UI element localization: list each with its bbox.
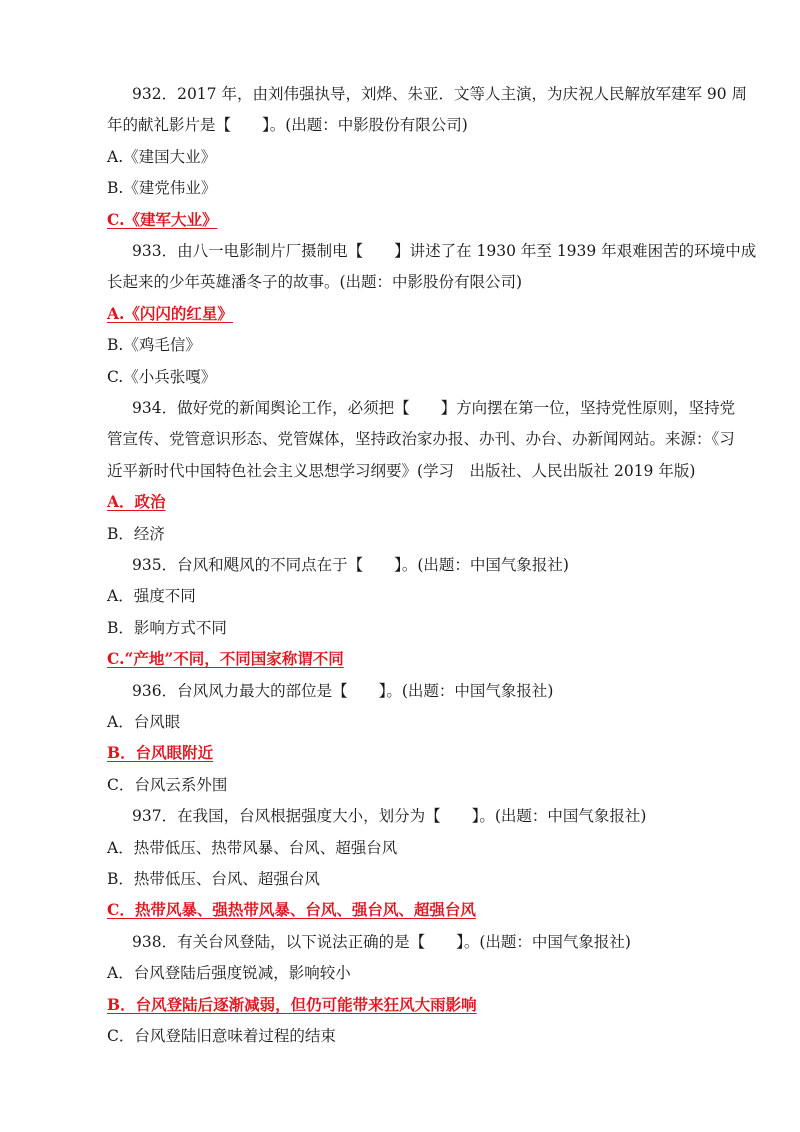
answer-option: B．热带低压、台风、超强台风: [107, 870, 320, 888]
question-stem-continued: 长起来的少年英雄潘冬子的故事。(出题：中影股份有限公司): [107, 273, 523, 292]
question-stem: 932．2017 年，由刘伟强执导，刘烨、朱亚．文等人主演，为庆祝人民解放军建军 90 周: [132, 85, 748, 103]
correct-answer-option: B．台风登陆后逐渐减弱，但仍可能带来狂风大雨影响: [107, 994, 477, 1014]
answer-option: C.《小兵张嘎》: [107, 367, 217, 386]
question-stem: 935．台风和飓风的不同点在于【 】。(出题：中国气象报社): [132, 556, 569, 574]
answer-option: B．经济: [107, 524, 165, 543]
question-stem: 933．由八一电影制片厂摄制电【 】讲述了在 1930 年至 1939 年艰难困苦的环境中成: [132, 242, 757, 260]
question-stem: 937．在我国，台风根据强度大小，划分为【 】。(出题：中国气象报社): [132, 807, 647, 826]
question-stem: 938．有关台风登陆，以下说法正确的是【 】。(出题：中国气象报社): [132, 932, 631, 951]
answer-option: B.《建党伟业》: [107, 179, 217, 198]
answer-option: A.《建国大业》: [107, 147, 217, 166]
answer-option: C．台风登陆旧意味着过程的结束: [107, 1027, 336, 1045]
answer-option: B.《鸡毛信》: [107, 336, 201, 355]
question-stem-continued: 年的献礼影片是【 】。(出题：中影股份有限公司): [107, 116, 468, 135]
question-stem: 934．做好党的新闻舆论工作，必须把【 】方向摆在第一位，坚持党性原则，坚持党: [132, 399, 736, 417]
question-stem-continued: 近平新时代中国特色社会主义思想学习纲要》(学习 出版社、人民出版社 2019 年版): [107, 461, 696, 480]
question-stem: 936．台风风力最大的部位是【 】。(出题：中国气象报社): [132, 681, 554, 700]
answer-option: A．台风登陆后强度锐减，影响较小: [107, 964, 351, 983]
answer-option: C．台风云系外围: [107, 775, 228, 794]
question-stem-continued: 管宣传、党管意识形态、党管媒体，坚持政治家办报、办刊、办台、办新闻网站。来源：《习: [107, 430, 735, 449]
answer-option: A．热带低压、热带风暴、台风、超强台风: [107, 838, 398, 857]
answer-option: B．影响方式不同: [107, 618, 227, 637]
correct-answer-option: C．热带风暴、强热带风暴、台风、强台风、超强台风: [107, 900, 476, 920]
correct-answer-option: C.《建军大业》: [107, 209, 218, 229]
correct-answer-option: B．台风眼附近: [107, 743, 214, 763]
answer-option: A．台风眼: [107, 713, 181, 731]
answer-option: A．强度不同: [107, 587, 196, 606]
correct-answer-option: A.《闪闪的红星》: [107, 303, 233, 323]
correct-answer-option: C.“产地”不同，不同国家称谓不同: [107, 649, 344, 669]
correct-answer-option: A．政治: [107, 492, 166, 512]
